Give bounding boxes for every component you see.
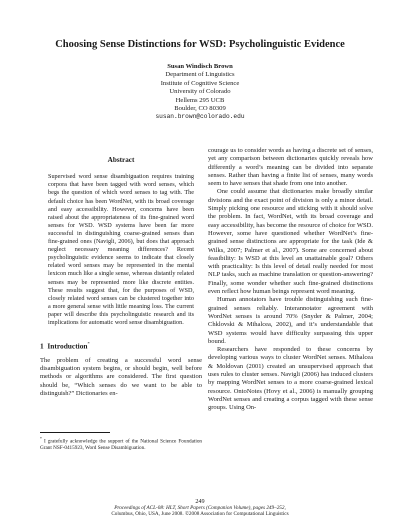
footnote (40, 436, 202, 452)
intro-paragraph: The problem of creating a successful word sense disambiguation system begins, or should begin, well before methods or algorithms are considered. The first question should be, “Which senses do we want to be able to distinguish?” Dictionaries en- (40, 356, 202, 398)
page-number: 249 (195, 498, 205, 505)
section-number: 1 (40, 341, 44, 351)
body-paragraph: Researchers have responded to these concerns by developing various ways to cluster WordNet senses. Mihalcea & Moldovan (2001) created an unsupervised approach that uses rules to cluster senses. Navigli (2006) has induced clusters by mapping WordNet senses to a more coarse-grained lexical resource. OntoNotes (Hovy et al., 2006) is manually grouping WordNet senses and creating a corpus tagged with these sense groups. Using On- (208, 346, 373, 412)
abstract-text: Supervised word sense disambiguation requires training corpora that have been tagged with word senses, which begs the question of which word senses to tag with. The default choice has been WordNet, with its broad coverage and easy accessibility. However, concerns have been raised about the appropriateness of its fine-grained word senses for WSD. WSD systems have been far more successful in distinguishing coarse-grained senses than fine-grained ones (Navigli, 2006), but does that approach neglect necessary meaning differences? Recent psycholinguistic evidence seems to indicate that closely related word senses may be represented in the mental lexicon much like a single sense, whereas distantly related senses may be represented more like discrete entities. These results suggest that, for the purposes of WSD, closely related word senses can be clustered together into a more general sense with little meaning loss. The current paper will describe this psycholinguistic research and its implications for automatic word sense disambiguation. (48, 173, 194, 326)
body-paragraph: courage us to consider words as having a discrete set of senses, yet any comparison between dictionaries quickly reveals how differently a word’s meaning can be divided into separate senses. Rather than having a finite list of senses, many words seem to have senses that shade from one into another. (208, 147, 373, 188)
footer-line: Columbus, Ohio, USA, June 2008. ©2008 Association for Computational Linguistics (111, 511, 289, 518)
footnote-text: I gratefully acknowledge the support of the National Science Foundation Grant NSF-0415923, Word Sense Disambiguation. (40, 438, 203, 452)
footnote-marker: * (40, 437, 42, 441)
abstract-heading: Abstract (107, 156, 135, 164)
body-paragraph: Human annotators have trouble distinguishing such fine-grained senses reliably. Interannotator agreement with WordNet senses is around 70% (Snyder & Palmer, 2004; Chklovski & Mihalcea, 2002), and it’s understandable that WSD systems would have difficulty surpassing this upper bound. (208, 296, 373, 345)
section-title: Introduction (47, 341, 88, 351)
affiliation-line: University of Colorado (169, 88, 231, 96)
affiliation-line: Department of Linguistics (165, 71, 235, 79)
footnote-marker: * (87, 341, 90, 347)
author-email: susan.brown@colorado.edu (155, 113, 245, 121)
affiliation-line: Hellems 295 UCB (175, 96, 225, 104)
author-name: Susan Windisch Brown (167, 63, 233, 70)
proceedings-footer (0, 505, 400, 518)
affiliation-line: Boulder, CO 80309 (174, 105, 226, 113)
footer-line: Proceedings of ACL-08: HLT, Short Papers (Companion Volume), pages 249–252, (114, 505, 286, 511)
author-block (80, 63, 320, 122)
right-column (208, 147, 373, 413)
section-heading-introduction (40, 340, 202, 351)
footnote-rule (40, 432, 110, 433)
left-column (40, 156, 202, 398)
affiliation-line: Institute of Cognitive Science (160, 79, 240, 87)
paper-title: Choosing Sense Distinctions for WSD: Psycholinguistic Evidence (55, 39, 345, 50)
body-paragraph: One could assume that dictionaries make broadly similar divisions and the exact point of division is only a minor detail. Simply picking one resource and sticking with it should solve the problem. In fact, WordNet, with its broad coverage and easy accessibility, has become the resource of choice for WSD. However, some have questioned whether WordNet’s fine-grained sense distinctions are appropriate for the task (Ide & Wilks, 2007; Palmer et al., 2007). Some are concerned about feasibility: Is WSD at this level an unattainable goal? Others with practicality: Is this level of detail really needed for most NLP tasks, such as machine translation or question-answering? Finally, some wonder whether such fine-grained distinctions even reflect how human beings represent word meaning. (208, 188, 373, 296)
